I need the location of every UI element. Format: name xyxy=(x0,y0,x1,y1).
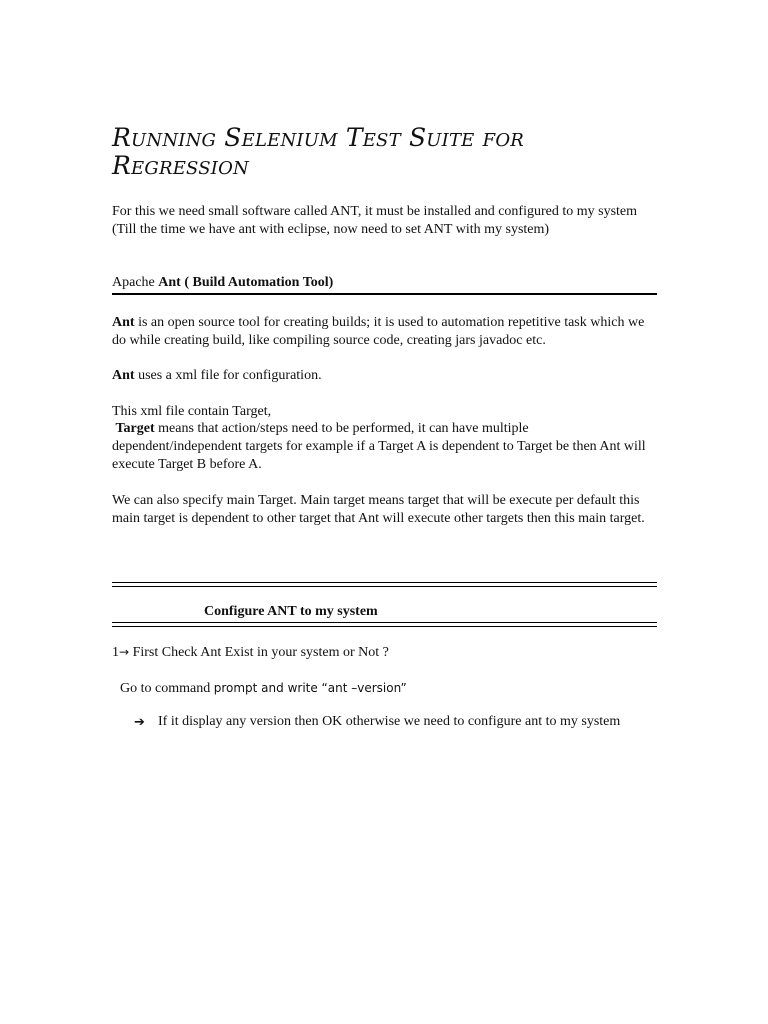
command-text: prompt and write “ant –version” xyxy=(213,681,407,695)
bullet-text: If it display any version then OK otherwise we need to configure ant to my system xyxy=(158,714,621,729)
target-description-text: means that action/steps need to be performed, it can have multiple dependent/independent targets for example if a Target A is dependent to Target be then Ant will execute Target B before A. xyxy=(112,421,646,472)
document-title xyxy=(112,124,657,180)
ant-xml-text: uses a xml file for configuration. xyxy=(134,368,322,383)
step-1-line xyxy=(112,643,657,662)
command-instruction xyxy=(120,679,665,698)
apache-ant-heading xyxy=(112,274,657,292)
step-1-text: First Check Ant Exist in your system or Not ? xyxy=(129,645,389,660)
title-line-1: Running Selenium Test Suite for xyxy=(112,123,525,152)
document-page xyxy=(112,0,657,1024)
title-line-2: Regression xyxy=(112,151,249,180)
intro-paragraph: For this we need small software called ANT, it must be installed and configured to my system (Till the time we have ant with eclipse, now need to set ANT with my system) xyxy=(112,204,638,237)
bold-arrow-icon: ➔ xyxy=(134,715,145,730)
target-term: Target xyxy=(115,421,155,436)
configure-ant-heading: Configure ANT to my system xyxy=(204,604,378,619)
ant-description-paragraph xyxy=(112,314,657,350)
ant-xml-paragraph xyxy=(112,367,657,385)
apache-bold: Ant ( Build Automation Tool) xyxy=(158,275,334,290)
heading-underline xyxy=(112,293,657,295)
apache-prefix: Apache xyxy=(112,275,159,290)
command-lead: Go to command xyxy=(120,681,214,696)
section-divider-top xyxy=(112,582,657,587)
step-1-number: 1 xyxy=(112,645,119,660)
main-target-paragraph: We can also specify main Target. Main target means target that will be execute per default this main target is dependent to other target that Ant will execute other targets then this main target. xyxy=(112,493,645,526)
section-divider-bottom xyxy=(112,622,657,627)
right-arrow-icon: → xyxy=(119,645,130,659)
ant-description-text: is an open source tool for creating builds; it is used to automation repetitive task which we do while creating build, like compiling source code, creating jars javadoc etc. xyxy=(112,315,645,348)
ant-term: Ant xyxy=(112,315,135,330)
ant-term-xml: Ant xyxy=(112,368,135,383)
target-description-paragraph xyxy=(112,420,657,474)
target-intro: This xml file contain Target, xyxy=(112,404,272,419)
